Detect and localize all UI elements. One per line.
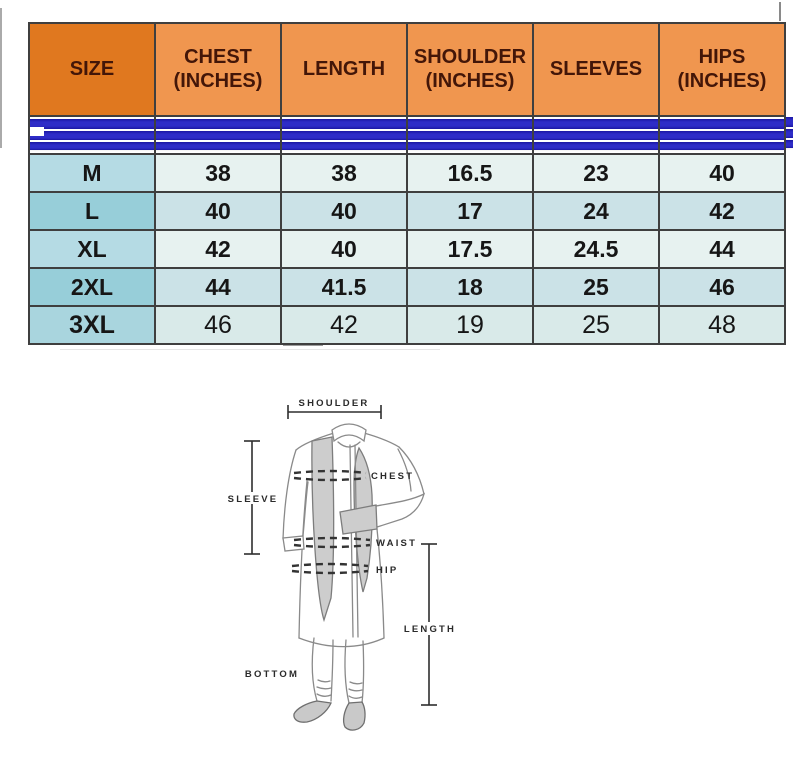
value-cell: 42 — [659, 192, 785, 230]
value-cell: 25 — [533, 306, 659, 344]
dupatta-front-tail — [312, 437, 334, 620]
pants — [312, 638, 363, 703]
value-cell: 42 — [281, 306, 407, 344]
table-row-2xl — [29, 268, 785, 306]
value-cell: 17 — [407, 192, 533, 230]
kurta-illustration — [283, 424, 424, 730]
value-cell: 40 — [659, 154, 785, 192]
size-cell: 3XL — [29, 306, 155, 344]
value-cell: 38 — [155, 154, 281, 192]
redacted-cell — [659, 116, 785, 154]
size-cell: M — [29, 154, 155, 192]
left-shoe — [294, 701, 331, 722]
collar — [332, 424, 366, 441]
left-sleeve-inner — [303, 482, 308, 536]
value-cell: 46 — [659, 268, 785, 306]
value-cell: 48 — [659, 306, 785, 344]
value-cell: 42 — [155, 230, 281, 268]
size-chart-table — [28, 22, 786, 345]
redacted-cell — [29, 116, 155, 154]
redacted-cell — [533, 116, 659, 154]
sleeve-label: SLEEVE — [227, 494, 279, 505]
col-header-length: LENGTH — [281, 23, 407, 116]
value-cell: 23 — [533, 154, 659, 192]
col-header-sleeves: SLEEVES — [533, 23, 659, 116]
value-cell: 38 — [281, 154, 407, 192]
right-shoulder — [364, 433, 399, 447]
size-cell: XL — [29, 230, 155, 268]
waist-label: WAIST — [376, 538, 418, 549]
right-shoe — [344, 702, 365, 730]
col-header-chest: CHEST (INCHES) — [155, 23, 281, 116]
value-cell: 44 — [659, 230, 785, 268]
table-row-l — [29, 192, 785, 230]
right-forearm — [374, 494, 424, 528]
marker-scribble-notch — [30, 127, 44, 136]
kurta-measurement-diagram — [200, 384, 480, 779]
redacted-cell — [407, 116, 533, 154]
col-header-size: SIZE — [29, 23, 155, 116]
redacted-cell — [281, 116, 407, 154]
value-cell: 40 — [281, 230, 407, 268]
size-chart-header — [29, 23, 785, 116]
value-cell: 24.5 — [533, 230, 659, 268]
value-cell: 24 — [533, 192, 659, 230]
chest-label: CHEST — [371, 471, 415, 482]
value-cell: 16.5 — [407, 154, 533, 192]
table-row-xl — [29, 230, 785, 268]
value-cell: 19 — [407, 306, 533, 344]
table-row-3xl — [29, 306, 785, 344]
scan-artifact-under-table-3 — [60, 349, 440, 350]
value-cell: 40 — [155, 192, 281, 230]
value-cell: 44 — [155, 268, 281, 306]
col-header-hips: HIPS (INCHES) — [659, 23, 785, 116]
length-label: LENGTH — [403, 624, 457, 635]
marker-scribble-overhang — [786, 115, 793, 150]
value-cell: 40 — [281, 192, 407, 230]
neck-opening — [338, 442, 360, 447]
right-cuff-fold — [340, 505, 377, 534]
size-cell: 2XL — [29, 268, 155, 306]
value-cell: 18 — [407, 268, 533, 306]
bottom-label: BOTTOM — [244, 669, 300, 680]
scan-artifact-top-right — [779, 2, 781, 21]
value-cell: 25 — [533, 268, 659, 306]
redacted-row — [29, 116, 785, 154]
shoulder-label: SHOULDER — [298, 398, 370, 409]
value-cell: 46 — [155, 306, 281, 344]
left-sleeve-outer — [283, 450, 296, 539]
value-cell: 17.5 — [407, 230, 533, 268]
col-header-shoulder: SHOULDER (INCHES) — [407, 23, 533, 116]
value-cell: 41.5 — [281, 268, 407, 306]
hip-label: HIP — [376, 565, 399, 576]
redacted-cell — [155, 116, 281, 154]
hem — [299, 638, 384, 647]
size-cell: L — [29, 192, 155, 230]
placket-line-1 — [350, 445, 353, 637]
scan-artifact-left-edge — [0, 8, 2, 148]
right-sleeve-inner — [398, 449, 411, 491]
table-row-m — [29, 154, 785, 192]
measure-annotations — [244, 405, 437, 705]
